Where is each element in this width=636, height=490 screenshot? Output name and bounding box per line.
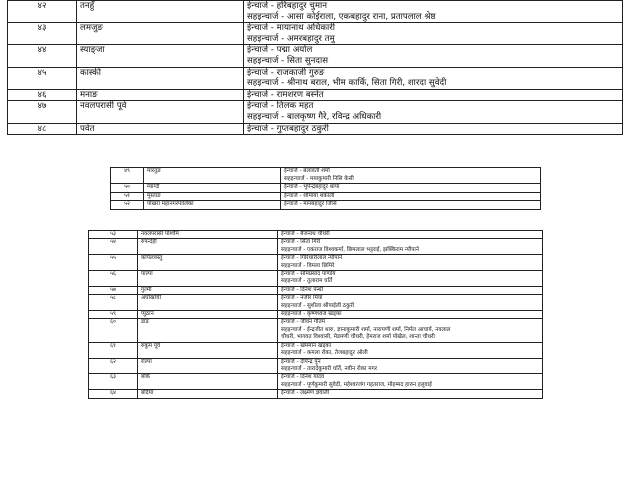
- district-name: तनहुँ: [77, 1, 244, 23]
- assignment-line: ईन्चार्ज - गुप्तबहादुर ठकुरी: [247, 123, 329, 134]
- assignment-line: ईन्चार्ज - तिलक महत: [247, 101, 314, 112]
- table-bottom: [88, 230, 543, 399]
- assignment-cell: [244, 123, 623, 135]
- table-row: [8, 101, 623, 123]
- district-name: पाल्पा: [138, 271, 278, 287]
- district-name: मनाङ: [77, 89, 244, 101]
- table-row: [89, 342, 543, 358]
- district-name: मारतुङ: [144, 168, 281, 184]
- row-number: ६२: [89, 358, 138, 374]
- assignment-line: ईन्चार्ज - दीपेन्द्र पुन: [281, 358, 321, 365]
- assignment-cell: [278, 255, 543, 271]
- assignment-line: सहइन्चार्ज - ममाकुमारी निसि केसी: [284, 175, 354, 182]
- district-name: म्याग्दी: [144, 184, 281, 193]
- assignment-cell: [278, 390, 543, 398]
- district-name: बर्दिया: [138, 390, 278, 398]
- row-number: ५७: [89, 286, 138, 294]
- row-number: ४५: [8, 67, 77, 89]
- assignment-line: ईन्चार्ज - नजीर मिया: [281, 295, 323, 302]
- assignment-line: सहइन्चार्ज - ईन्द्रजीत थारु, ज्ञानाकुमारी शर्मा, नारायणी शर्मा, निर्मल आचार्य, नवलाल: [281, 326, 451, 333]
- row-number: ६०: [89, 319, 138, 342]
- table-row: [89, 271, 543, 287]
- table-row: [8, 45, 623, 67]
- row-number: ५८: [89, 295, 138, 311]
- row-number: ४२: [8, 1, 77, 23]
- assignment-line: ईन्चार्ज - सिता गिरी: [281, 239, 321, 246]
- table-middle: [110, 167, 541, 210]
- district-name: बाँके: [138, 374, 278, 390]
- assignment-line: सहइन्चार्ज - कृष्णध्वज खड्का: [281, 311, 342, 318]
- row-number: ५४: [89, 239, 138, 255]
- assignment-line: ईन्चार्ज - शीमाया थकाली: [284, 192, 335, 199]
- assignment-cell: [278, 239, 543, 255]
- table-row: [8, 89, 623, 101]
- assignment-line: सहइन्चार्ज - कमला रोका, तेजबहादुर ओली: [281, 350, 368, 357]
- district-name: पर्वत: [77, 123, 244, 135]
- assignment-line: सहइन्चार्ज - श्रीनाथ बराल, भीम कार्कि, सिता गिरी, शारदा सुवेदी: [247, 78, 447, 89]
- assignment-cell: [244, 101, 623, 123]
- assignment-line: ईन्चार्ज - लक्ष्मण ज्ञवाली: [281, 390, 330, 397]
- assignment-line: सहइन्चार्ज - तारादेकुमारी घर्ति, नवीन रोका मगर: [281, 365, 378, 372]
- table-row: [89, 358, 543, 374]
- assignment-line: ईन्चार्ज - खेममान खड्का: [281, 342, 332, 349]
- assignment-line: ईन्चार्ज - राजकाजी गुरुङ: [247, 67, 325, 78]
- assignment-line: सहइन्चार्ज - विमला छिमिरे: [281, 262, 335, 269]
- assignment-cell: [244, 67, 623, 89]
- assignment-cell: [281, 201, 541, 210]
- table-row: [8, 123, 623, 135]
- row-number: ४७: [8, 101, 77, 123]
- assignment-line: सहइन्चार्ज - सुशीला श्रीपाईली ठकुरी: [281, 302, 355, 309]
- table-row: [89, 231, 543, 239]
- row-number: ४८: [8, 123, 77, 135]
- row-number: ५५: [89, 255, 138, 271]
- district-name: नवलपरासी पूर्व: [77, 101, 244, 123]
- table-row: [111, 184, 541, 193]
- assignment-line: ईन्चार्ज - मायानाथ अधिकारी: [247, 23, 336, 34]
- table-row: [89, 255, 543, 271]
- row-number: ६४: [89, 390, 138, 398]
- assignment-cell: [244, 89, 623, 101]
- assignment-cell: [281, 192, 541, 201]
- table-row: [89, 295, 543, 311]
- row-number: ५३: [89, 231, 138, 239]
- assignment-line: सहइन्चार्ज - सिता सुनदास: [247, 55, 329, 66]
- row-number: ४९: [111, 168, 144, 184]
- district-name: नवलपरासी पश्चिम: [138, 231, 278, 239]
- assignment-cell: [244, 45, 623, 67]
- assignment-line: ईन्चार्ज - पद्मा अर्याल: [247, 45, 313, 56]
- assignment-line: ईन्चार्ज - बैजनाथ चौधरी: [281, 231, 330, 237]
- district-name: लमजुङ: [77, 23, 244, 45]
- row-number: ५१: [111, 192, 144, 201]
- row-number: ५२: [111, 201, 144, 210]
- assignment-cell: [278, 311, 543, 319]
- table-row: [89, 286, 543, 294]
- district-name: रुकुम पूर्व: [138, 342, 278, 358]
- district-name: रुपन्देही: [138, 239, 278, 255]
- assignment-cell: [281, 184, 541, 193]
- row-number: ५०: [111, 184, 144, 193]
- table-row: [89, 239, 543, 255]
- assignment-line: ईन्चार्ज - दिनेश यादव: [281, 374, 325, 381]
- row-number: ६३: [89, 374, 138, 390]
- table-row: [89, 374, 543, 390]
- table-row: [8, 1, 623, 23]
- assignment-cell: [244, 1, 623, 23]
- assignment-line: चौधरी, भागवत विश्वासी, मेडमणी चौधरी, हेमराज शर्मा पोखेल, शान्ता चौधरी: [281, 334, 435, 341]
- district-name: कास्की: [77, 67, 244, 89]
- assignment-line: ईन्चार्ज - भुपेन्द्रबहादुर थापा: [284, 184, 340, 191]
- assignment-cell: [278, 342, 543, 358]
- district-name: स्याङ्जा: [77, 45, 244, 67]
- table-row: [8, 67, 623, 89]
- district-name: पोखरा महानगरपालिका: [144, 201, 281, 210]
- table-row: [8, 23, 623, 45]
- assignment-cell: [244, 23, 623, 45]
- row-number: ४४: [8, 45, 77, 67]
- table-row: [89, 311, 543, 319]
- row-number: ४३: [8, 23, 77, 45]
- district-name: मुस्ताङ: [144, 192, 281, 201]
- assignment-line: सहइन्चार्ज - तुलाराम घर्ति: [281, 278, 333, 285]
- row-number: ४६: [8, 89, 77, 101]
- district-name: अर्घाखाँची: [138, 295, 278, 311]
- assignment-cell: [281, 168, 541, 184]
- district-name: कपिलवस्तु: [138, 255, 278, 271]
- table-row: [111, 201, 541, 210]
- assignment-cell: [278, 231, 543, 239]
- assignment-line: ईन्चार्ज - सोमप्रसाद पाण्डेय: [281, 271, 336, 278]
- assignment-line: सहइन्चार्ज - अमरबहादुर तमु: [247, 33, 335, 44]
- row-number: ५९: [89, 311, 138, 319]
- district-name: डाङ: [138, 319, 278, 342]
- assignment-line: ईन्चार्ज - मानबहादुर जिसि: [284, 201, 337, 208]
- table-row: [111, 192, 541, 201]
- table-row: [89, 319, 543, 342]
- assignment-line: ईन्चार्ज - गिरिधारीलाल न्यौपाने: [281, 255, 343, 262]
- assignment-cell: [278, 271, 543, 287]
- district-name: गुल्मी: [138, 286, 278, 294]
- assignment-line: सहइन्चार्ज - एकराज विश्वकर्मा, छिमलाल भट्टराई, झक्किराम न्यौपाने: [281, 246, 419, 253]
- assignment-cell: [278, 286, 543, 294]
- district-name: प्युठान: [138, 311, 278, 319]
- assignment-line: ईन्चार्ज - बलावती शर्मा: [284, 168, 330, 174]
- row-number: ५६: [89, 271, 138, 287]
- table-top: [7, 0, 623, 135]
- assignment-line: ईन्चार्ज - हरिबहादुर चुमान: [247, 1, 327, 11]
- assignment-line: सहइन्चार्ज - आसा कोईराला, एकबहादुर राना, प्रतापलाल श्रेष्ठ: [247, 11, 436, 22]
- assignment-line: सहइन्चार्ज - बालकृष्ण गैरे, रविन्द्र अधिकारी: [247, 111, 382, 122]
- assignment-cell: [278, 295, 543, 311]
- assignment-cell: [278, 374, 543, 390]
- assignment-line: ईन्चार्ज - दिनेश पन्थी: [281, 286, 324, 293]
- assignment-cell: [278, 358, 543, 374]
- assignment-cell: [278, 319, 543, 342]
- row-number: ६१: [89, 342, 138, 358]
- assignment-line: ईन्चार्ज - रामशरण बस्नेत: [247, 89, 324, 100]
- table-row: [111, 168, 541, 184]
- assignment-line: ईन्चार्ज - जीवन गौतम: [281, 319, 325, 326]
- table-row: [89, 390, 543, 398]
- district-name: रोल्पा: [138, 358, 278, 374]
- assignment-line: सहइन्चार्ज - पूर्णकुमारी सुवेदी, महेश्वरजंग गहतराज, मोहम्मद हारुन हलुवाई: [281, 381, 432, 388]
